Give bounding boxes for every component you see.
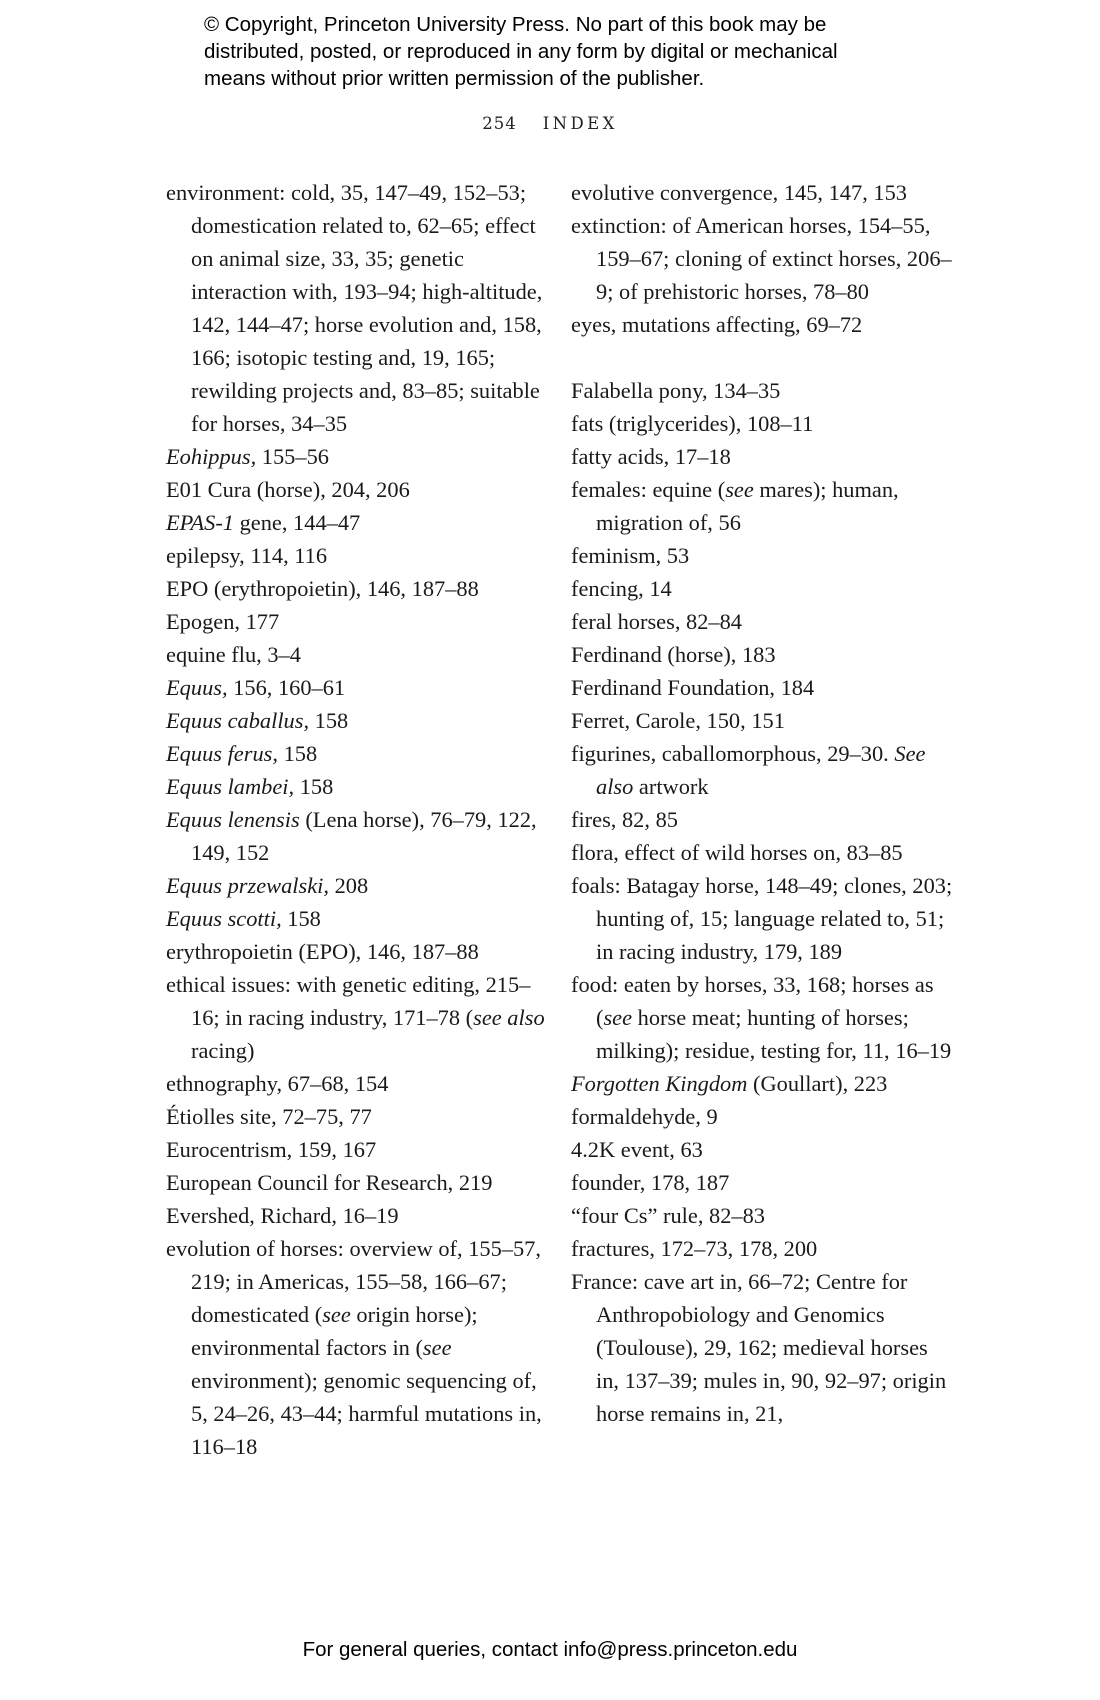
copyright-line: distributed, posted, or reproduced in any form by digital or mechanical [204, 40, 838, 63]
index-entry: fencing, 14 [571, 576, 672, 601]
index-entry: equine flu, 3–4 [166, 642, 301, 667]
index-entry: foals: Batagay horse, 148–49; clones, 203; hunting of, 15; language related to, 51; in racing industry, 179, 189 [571, 873, 953, 964]
index-column-right [571, 176, 956, 1430]
index-entry: females: equine (see mares); human, migration of, 56 [571, 477, 899, 535]
index-entry: Étiolles site, 72–75, 77 [166, 1104, 372, 1129]
index-entry: founder, 178, 187 [571, 1170, 730, 1195]
index-entry: Equus lenensis (Lena horse), 76–79, 122, 149, 152 [166, 807, 537, 865]
index-entry: Eohippus, 155–56 [166, 444, 329, 469]
index-entry: European Council for Research, 219 [166, 1170, 493, 1195]
section-title: INDEX [542, 114, 618, 133]
index-column-left [166, 176, 551, 1463]
index-entry: France: cave art in, 66–72; Centre for Anthropobiology and Genomics (Toulouse), 29, 162; medieval horses in, 137–39; mules in, 90, 92–97; origin horse remains in, 21, [571, 1269, 947, 1426]
index-entry: feminism, 53 [571, 543, 690, 568]
index-entry: erythropoietin (EPO), 146, 187–88 [166, 939, 479, 964]
index-entry: EPAS-1 gene, 144–47 [166, 510, 361, 535]
index-entry: ethnography, 67–68, 154 [166, 1071, 389, 1096]
index-entry: Ferdinand (horse), 183 [571, 642, 776, 667]
index-entry: Ferdinand Foundation, 184 [571, 675, 815, 700]
index-entry: Equus lambei, 158 [166, 774, 334, 799]
index-entry: Ferret, Carole, 150, 151 [571, 708, 785, 733]
index-entry: E01 Cura (horse), 204, 206 [166, 477, 410, 502]
index-entry: feral horses, 82–84 [571, 609, 742, 634]
letter-group-divider [571, 341, 956, 374]
index-entry: fatty acids, 17–18 [571, 444, 731, 469]
index-entry: Equus, 156, 160–61 [166, 675, 346, 700]
copyright-line: means without prior written permission of the publisher. [204, 67, 705, 90]
index-entry: extinction: of American horses, 154–55, 159–67; cloning of extinct horses, 206–9; of prehistoric horses, 78–80 [571, 213, 952, 304]
index-entry: Equus scotti, 158 [166, 906, 321, 931]
copyright-notice [204, 11, 924, 92]
index-entry: figurines, caballomorphous, 29–30. See also artwork [571, 741, 926, 799]
index-entry: Equus przewalski, 208 [166, 873, 369, 898]
index-entry: “four Cs” rule, 82–83 [571, 1203, 766, 1228]
index-entry: Evershed, Richard, 16–19 [166, 1203, 399, 1228]
index-entry: epilepsy, 114, 116 [166, 543, 328, 568]
running-head [0, 114, 1100, 133]
index-entry: flora, effect of wild horses on, 83–85 [571, 840, 903, 865]
index-entry: EPO (erythropoietin), 146, 187–88 [166, 576, 479, 601]
copyright-line: © Copyright, Princeton University Press. No part of this book may be [204, 13, 827, 36]
index-entry: fats (triglycerides), 108–11 [571, 411, 814, 436]
contact-footer: For general queries, contact info@press.princeton.edu [302, 1638, 798, 1661]
index-entry: Equus ferus, 158 [166, 741, 318, 766]
index-entry: Equus caballus, 158 [166, 708, 349, 733]
index-entry: ethical issues: with genetic editing, 215–16; in racing industry, 171–78 (see also racing) [166, 972, 545, 1063]
index-entry: environment: cold, 35, 147–49, 152–53; domestication related to, 62–65; effect on animal size, 33, 35; genetic interaction with, 193–94; high-altitude, 142, 144–47; horse evolution and, 158, 166; isotopic testing and, 19, 165; rewilding projects and, 83–85; suitable for horses, 34–35 [166, 180, 543, 436]
index-entry: Falabella pony, 134–35 [571, 378, 781, 403]
index-entry: Forgotten Kingdom (Goullart), 223 [571, 1071, 888, 1096]
index-entry: fractures, 172–73, 178, 200 [571, 1236, 818, 1261]
index-entry: Eurocentrism, 159, 167 [166, 1137, 377, 1162]
page-number: 254 [482, 114, 517, 133]
index-entry: evolution of horses: overview of, 155–57, 219; in Americas, 155–58, 166–67; domesticated (see origin horse); environmental factors in (see environment); genomic sequencing of, 5, 24–26, 43–44; harmful mutations in, 116–18 [166, 1236, 542, 1459]
index-entry: 4.2K event, 63 [571, 1137, 703, 1162]
index-entry: eyes, mutations affecting, 69–72 [571, 312, 863, 337]
index-entry: evolutive convergence, 145, 147, 153 [571, 180, 907, 205]
index-entry: formaldehyde, 9 [571, 1104, 718, 1129]
index-entry: food: eaten by horses, 33, 168; horses as (see horse meat; hunting of horses; milking); residue, testing for, 11, 16–19 [571, 972, 952, 1063]
index-entry: Epogen, 177 [166, 609, 280, 634]
index-entry: fires, 82, 85 [571, 807, 678, 832]
